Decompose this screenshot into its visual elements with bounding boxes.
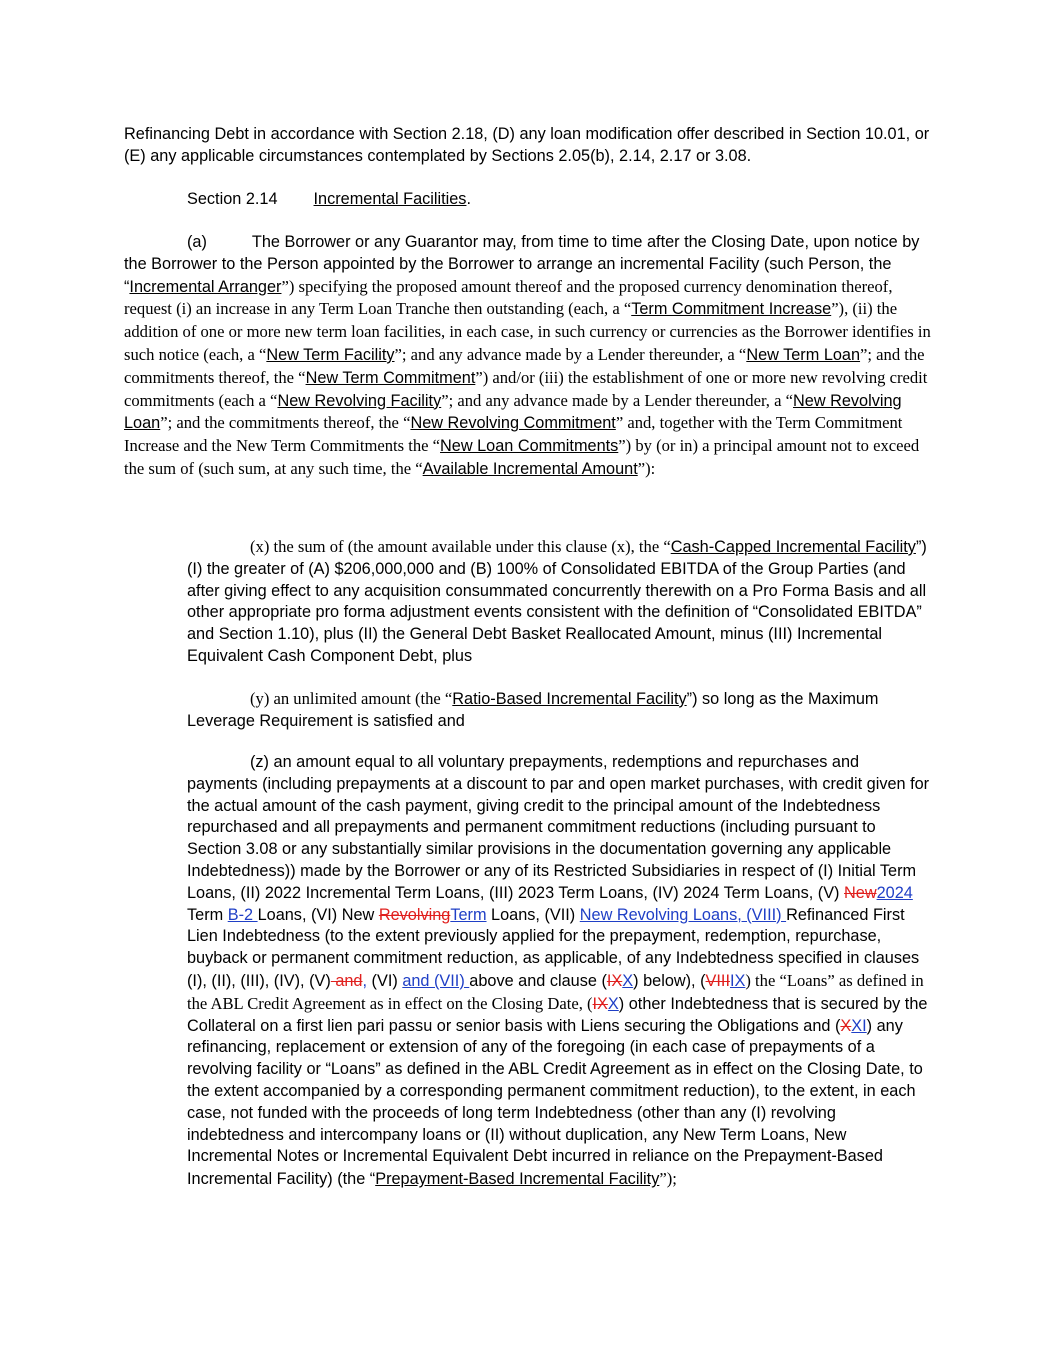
inserted-text: IX bbox=[729, 971, 746, 990]
defined-term-incremental-arranger: Incremental Arranger bbox=[129, 277, 282, 296]
clause-y bbox=[187, 688, 934, 733]
inserted-text: 2024 bbox=[876, 883, 913, 902]
paragraph-a-label: (a) bbox=[187, 233, 207, 251]
paragraph-a-text: ” and, together with the Term Commitment Increase and the New Term Commitments the “ bbox=[124, 413, 903, 456]
paragraph-a-text: ”; and any advance made by a Lender thereunder, a “ bbox=[441, 390, 793, 410]
clause-z-text: (z) an amount equal to all voluntary prepayments, redemptions and repurchases and payments (including prepayments at a discount to par and open market purchases, with credit given for the actual amount of the cash payment, giving credit to the principal amount of the Indebtedness repurchased and all prepayments and permanent commitment reductions (including pursuant to Section 3.08 or any substantially similar provisions in the documentation governing any applicable Indebtedness)) made by the Borrower or any of its Restricted Subsidiaries in respect of (I) Initial Term Loans, (II) 2022 Incremental Term Loans, (III) 2023 Term Loans, (IV) 2024 Term Loans, (V) bbox=[187, 753, 930, 902]
deleted-text: IX bbox=[606, 971, 623, 990]
clause-z-text: Loans, (VII) bbox=[486, 905, 580, 924]
continuation-text: Refinancing Debt in accordance with Section 2.18, (D) any loan modification offer described in Section 10.01, or (E) any applicable circumstances contemplated by Sections 2.05(b), 2.14, 2.17 or 3.08. bbox=[124, 125, 930, 165]
clause-y-text: (y) an unlimited amount (the “ bbox=[250, 689, 453, 708]
inserted-text: X bbox=[622, 971, 634, 990]
clause-z-text: (VI) bbox=[367, 971, 403, 990]
defined-term-new-revolving-facility: New Revolving Facility bbox=[277, 391, 442, 410]
paragraph-a-text: ”; and the commitments thereof, the “ bbox=[124, 344, 925, 387]
defined-term-new-loan-commitments: New Loan Commitments bbox=[440, 437, 619, 456]
section-title: Incremental Facilities bbox=[313, 190, 467, 208]
inserted-text: B-2 bbox=[227, 905, 258, 924]
paragraph-a-text: ”) and/or (iii) the establishment of one or more new revolving credit commitments (each a “ bbox=[124, 367, 928, 410]
paragraph-a-text: ”), (ii) the addition of one or more new term loan facilities, in each case, in such currency or currencies as the Borrower identifies in such notice (each, a “ bbox=[124, 299, 931, 364]
defined-term-new-revolving-loan: New Revolving Loan bbox=[124, 391, 902, 433]
inserted-text: X bbox=[607, 994, 619, 1013]
paragraph-a-text: ”) by (or in) a principal amount not to exceed the sum of (such sum, at any such time, the “ bbox=[124, 436, 920, 478]
defined-term-available-incremental-amount: Available Incremental Amount bbox=[422, 459, 638, 478]
paragraph-a-text: ”; and any advance made by a Lender thereunder, a “ bbox=[394, 344, 747, 364]
defined-term-new-term-commitment: New Term Commitment bbox=[305, 368, 476, 387]
defined-term-ratio-based-incremental-facility: Ratio-Based Incremental Facility bbox=[452, 690, 687, 708]
inserted-text: , bbox=[362, 971, 368, 990]
paragraph-a bbox=[124, 232, 934, 481]
clause-z-text: above and clause ( bbox=[469, 971, 607, 990]
clause-y-text: ”) so long as the Maximum Leverage Requirement is satisfied and bbox=[187, 690, 879, 730]
clause-z-text: ) below), ( bbox=[633, 971, 706, 990]
deleted-text: IX bbox=[592, 994, 608, 1013]
paragraph-a-text: ”): bbox=[637, 458, 656, 478]
defined-term-term-commitment-increase: Term Commitment Increase bbox=[631, 300, 832, 319]
inserted-text: Term bbox=[450, 905, 487, 924]
clause-z-text: ) the “Loans” as defined in the ABL Credit Agreement as in effect on the Closing Date, ( bbox=[187, 970, 924, 1013]
deleted-text: New bbox=[844, 883, 877, 902]
paragraph-a-text: ”) specifying the proposed amount thereof and the proposed currency denomination thereof, request (i) an increase in any Term Loan Tranche then outstanding (each, a “ bbox=[124, 276, 893, 319]
deleted-text: VIII bbox=[705, 971, 730, 990]
clause-z bbox=[187, 752, 934, 1191]
inserted-text: and (VII) bbox=[402, 971, 470, 990]
paragraph-a-text: The Borrower or any Guarantor may, from time to time after the Closing Date, upon notice by the Borrower to the Person appointed by the Borrower to arrange an incremental Facility (such Person, the “ bbox=[124, 233, 920, 296]
section-heading bbox=[124, 189, 934, 211]
defined-term-new-term-facility: New Term Facility bbox=[266, 345, 395, 364]
paragraph-a-text: ”; and the commitments thereof, the “ bbox=[160, 413, 411, 433]
defined-term-cash-capped-incremental-facility: Cash-Capped Incremental Facility bbox=[670, 538, 916, 556]
clause-z-text: ) any refinancing, replacement or extension of any of the foregoing (in each case of prepayments of a revolving facility or “Loans” as defined in the ABL Credit Agreement as in effect on the Closing Date, to the extent accompanied by a corresponding permanent commitment reduction), to the extent, in each case, not funded with the proceeds of long term Indebtedness (other than any (I) revolving indebtedness and intercompany loans or (II) without duplication, any New Term Loans, New Incremental Notes or Incremental Equivalent Debt incurred in reliance on the Prepayment-Based Incremental Facility) (the “ bbox=[187, 1016, 923, 1189]
clause-z-text: ) other Indebtedness that is secured by the Collateral on a first lien pari passu or senior basis with Liens securing the Obligations and ( bbox=[187, 994, 928, 1035]
defined-term-prepayment-based-incremental-facility: Prepayment-Based Incremental Facility bbox=[375, 1170, 660, 1189]
defined-term-new-revolving-commitment: New Revolving Commitment bbox=[410, 414, 616, 433]
deleted-text: X bbox=[840, 1016, 852, 1035]
section-period: . bbox=[466, 190, 471, 208]
inserted-text: New Revolving Loans, (VIII) bbox=[579, 905, 787, 924]
clause-x-text: ”) (I) the greater of (A) $206,000,000 and (B) 100% of Consolidated EBITDA of the Group Parties (and after giving effect to any acquisition consummated concurrently therewith on a Pro Forma Basis and all other appropriate pro forma adjustment events consistent with the definition of “Consolidated EBITDA” and Section 1.10), plus (II) the General Debt Basket Reallocated Amount, minus (III) Incremental Equivalent Cash Component Debt, plus bbox=[187, 538, 927, 665]
deleted-text: Revolving bbox=[378, 905, 451, 924]
clause-x bbox=[187, 536, 934, 668]
section-number: Section 2.14 bbox=[187, 190, 278, 208]
clause-x-text: (x) the sum of (the amount available under this clause (x), the “ bbox=[250, 537, 671, 556]
deleted-text: and bbox=[330, 971, 363, 990]
continuation-paragraph bbox=[124, 124, 934, 168]
clause-z-text: Loans, (VI) New bbox=[257, 905, 379, 924]
clause-z-text: Term bbox=[187, 905, 228, 924]
inserted-text: XI bbox=[851, 1016, 867, 1035]
clause-z-text: Refinanced First Lien Indebtedness (to the extent previously applied for the prepayment, redemption, repurchase, buyback or permanent commitment reduction, as applicable, of any Indebtedness specified in clauses (I), (II), (III), (IV), (V) bbox=[187, 905, 920, 990]
clause-z-text: ”); bbox=[659, 1169, 677, 1189]
defined-term-new-term-loan: New Term Loan bbox=[746, 345, 861, 364]
